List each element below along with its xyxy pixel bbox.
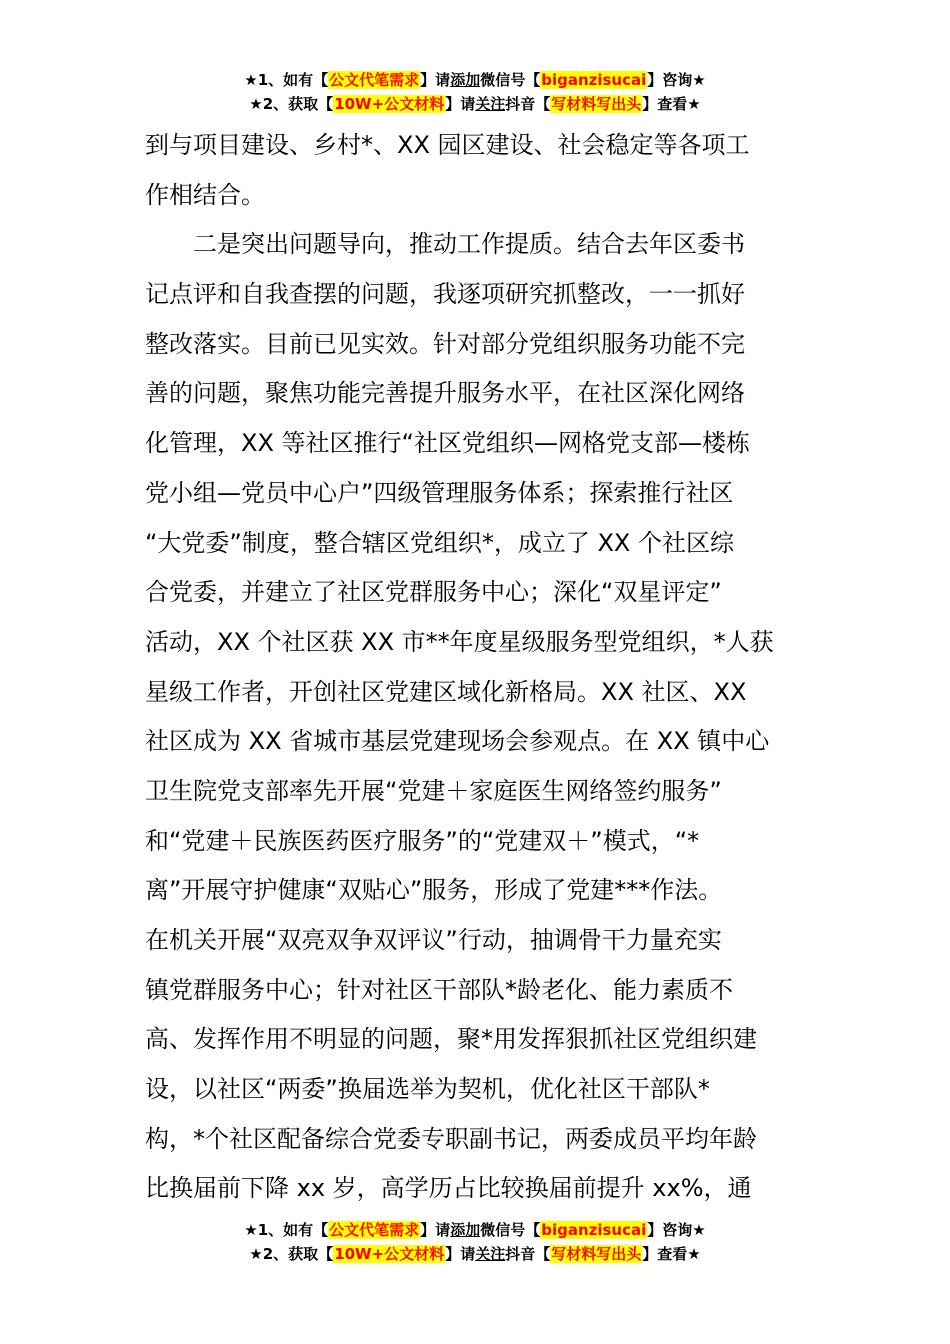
body-line: 离”开展守护健康“双贴心”服务，形成了党建***作法。 (145, 876, 723, 905)
body-line: 作相结合。 (145, 180, 265, 209)
banner-text: 抖音【 (505, 1245, 551, 1263)
document-body (145, 121, 807, 1214)
body-line: “大党委”制度，整合辖区党组织*，成立了 XX 个社区综 (145, 528, 735, 557)
body-line: 活动，XX 个社区获 XX 市**年度星级服务型党组织，*人获 (145, 627, 774, 656)
body-line: 合党委，并建立了社区党群服务中心；深化“双星评定” (145, 578, 722, 607)
banner-text: ★1、如有【 (244, 1221, 329, 1239)
banner-line-2 (0, 92, 950, 116)
body-line: 整改落实。目前已见实效。针对部分党组织服务功能不完 (145, 329, 745, 358)
body-line: 化管理，XX 等社区推行“社区党组织—网格党支部—楼栋 (145, 429, 750, 458)
banner-text: ★2、获取【 (249, 1245, 334, 1263)
banner-line-2 (0, 1242, 950, 1266)
banner-underlined-text: 关注 (475, 95, 506, 113)
banner-text: 】请 (420, 1221, 451, 1239)
banner-highlight: 写材料写出头 (551, 95, 642, 113)
body-line: 到与项目建设、乡村*、XX 园区建设、社会稳定等各项工 (145, 131, 750, 159)
banner-underlined-text: 添加 (450, 1221, 481, 1239)
banner-text: 抖音【 (505, 95, 551, 113)
banner-text: 】请 (445, 95, 476, 113)
body-line: 构，*个社区配备综合党委专职副书记，两委成员平均年龄 (145, 1124, 757, 1153)
banner-text: 】请 (420, 71, 451, 89)
body-line: 镇党群服务中心；针对社区干部队*龄老化、能力素质不 (145, 975, 733, 1004)
banner-text: ★2、获取【 (249, 95, 334, 113)
body-line: 和“党建＋民族医药医疗服务”的“党建双＋”模式，“* (145, 826, 700, 855)
banner-highlight: 10W+公文材料 (334, 95, 445, 113)
banner-highlight: 10W+公文材料 (334, 1245, 445, 1263)
banner-highlight: 公文代笔需求 (329, 71, 420, 89)
banner-highlight: biganzisucai (541, 1221, 647, 1239)
body-line: 高、发挥作用不明显的问题，聚*用发挥狠抓社区党组织建 (145, 1025, 757, 1054)
body-line: 记点评和自我查摆的问题，我逐项研究抓整改，一一抓好 (145, 280, 745, 309)
banner-line-1 (0, 1218, 950, 1242)
banner-text: 】查看★ (642, 95, 701, 113)
banner-highlight: 写材料写出头 (551, 1245, 642, 1263)
banner-text: 】咨询★ (647, 1221, 706, 1239)
banner-underlined-text: 添加 (450, 71, 481, 89)
banner-text: 】咨询★ (647, 71, 706, 89)
body-line: 在机关开展“双亮双争双评议”行动，抽调骨干力量充实 (145, 926, 722, 954)
body-line: 善的问题，聚焦功能完善提升服务水平，在社区深化网络 (145, 379, 745, 408)
body-line: 二是突出问题导向，推动工作提质。结合去年区委书 (145, 230, 745, 259)
banner-highlight: 公文代笔需求 (329, 1221, 420, 1239)
banner-text: 微信号【 (480, 1221, 541, 1239)
body-line: 社区成为 XX 省城市基层党建现场会参观点。在 XX 镇中心 (145, 727, 770, 756)
footer-banner (0, 1218, 950, 1266)
banner-text: 微信号【 (480, 71, 541, 89)
banner-text: 】请 (445, 1245, 476, 1263)
banner-text: ★1、如有【 (244, 71, 329, 89)
body-line: 党小组—党员中心户”四级管理服务体系；探索推行社区 (145, 478, 734, 507)
banner-line-1 (0, 68, 950, 92)
body-line: 卫生院党支部率先开展“党建＋家庭医生网络签约服务” (145, 776, 722, 805)
body-line: 星级工作者，开创社区党建区域化新格局。XX 社区、XX (145, 677, 747, 706)
banner-text: 】查看★ (642, 1245, 701, 1263)
header-banner (0, 68, 950, 116)
banner-highlight: biganzisucai (541, 71, 647, 89)
banner-underlined-text: 关注 (475, 1245, 506, 1263)
body-line: 比换届前下降 xx 岁，高学历占比较换届前提升 xx%，通 (145, 1174, 752, 1203)
body-line: 设，以社区“两委”换届选举为契机，优化社区干部队* (145, 1075, 710, 1104)
